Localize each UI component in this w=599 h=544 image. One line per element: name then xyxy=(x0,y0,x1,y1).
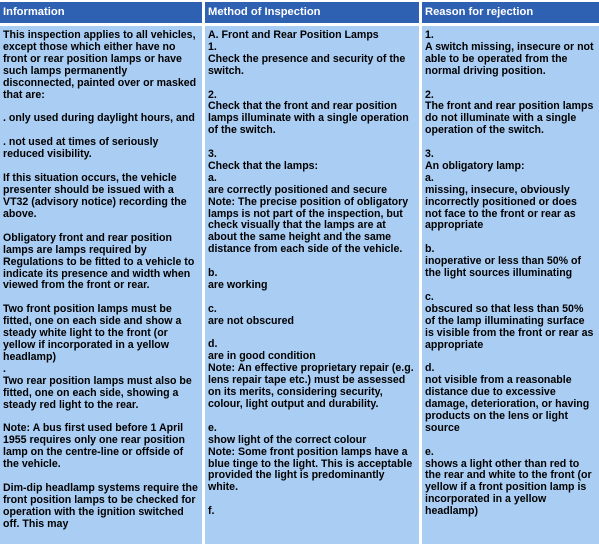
info-paragraph: If this situation occurs, the vehicle presenter should be issued with a VT32 (advisory notice) recording the above. xyxy=(3,172,187,220)
method-step-text: Check the presence and security of the switch. xyxy=(208,52,406,77)
header-information: Information xyxy=(0,2,202,23)
method-sub-text: are correctly positioned and secure xyxy=(208,183,387,196)
reason-step-text: An obligatory lamp: xyxy=(425,159,525,172)
reason-sub-label: d. xyxy=(425,362,435,375)
reason-sub-text: missing, insecure, obviously incorrectly positioned or does not face to the front or rear as appropriate xyxy=(425,183,577,232)
info-paragraph: . not used at times of seriously reduced visibility. xyxy=(3,136,159,161)
info-paragraph: Obligatory front and rear position lamps are lamps required by Regulations to be fitted to a vehicle to indicate its presence and width when viewed from the front or rear. xyxy=(3,231,195,292)
reason-step-text: The front and rear position lamps do not illuminate with a single operation of the switch. xyxy=(425,100,594,137)
method-sub-text: are working xyxy=(208,278,268,291)
method-sub-label: b. xyxy=(208,267,218,280)
reason-sub-text: inoperative or less than 50% of the light sources illuminating xyxy=(425,255,582,280)
method-sub-text: are not obscured xyxy=(208,314,294,327)
reason-step-number: 3. xyxy=(425,148,434,161)
reason-sub-label: c. xyxy=(425,290,434,303)
method-cell xyxy=(205,26,419,544)
info-paragraph: . only used during daylight hours, and xyxy=(3,112,195,125)
method-sub-label: f. xyxy=(208,505,215,518)
info-note: Note: A bus first used before 1 April 1955 requires only one rear position lamp on the centre-line or offside of the vehicle. xyxy=(3,422,185,471)
method-sub-text: show light of the correct colour xyxy=(208,433,367,446)
method-step-number: 1. xyxy=(208,40,217,53)
header-method: Method of Inspection xyxy=(205,2,419,23)
method-sub-label: c. xyxy=(208,302,217,315)
reason-sub-text: not visible from a reasonable distance due to excessive damage, deterioration, or having products on the lens or light source xyxy=(425,374,590,434)
method-sub-label: d. xyxy=(208,338,218,351)
reason-step-number: 1. xyxy=(425,29,434,41)
reason-step-number: 2. xyxy=(425,88,434,101)
info-paragraph: Two front position lamps must be fitted, one on each side and show a steady white light to the front (or yellow if incorporated in a yellow headlamp) xyxy=(3,303,182,363)
method-step-text: Check that the lamps: xyxy=(208,159,319,172)
method-sub-label: a. xyxy=(208,171,217,184)
method-note: Note: Some front position lamps have a blue tinge to the light. This is acceptable provided the light is predominantly white. xyxy=(208,445,413,494)
info-paragraph: This inspection applies to all vehicles, except those which either have no front or rear position lamps or have such lamps permanently disconnected, painted over or masked that are: xyxy=(3,29,197,101)
reason-sub-text: shows a light other than red to the rear and white to the front (or yellow if a front position lamp is incorporated in a yellow headlamp) xyxy=(425,457,592,518)
reason-sub-label: e. xyxy=(425,445,434,458)
info-dot: . xyxy=(3,362,6,375)
method-title: A. Front and Rear Position Lamps xyxy=(208,29,379,41)
reason-step-text: A switch missing, insecure or not able to be operated from the normal driving position. xyxy=(425,40,594,77)
method-note: Note: The precise position of obligatory lamps is not part of the inspection, but check visually that the lamps are at about the same height and the same distance from each side of the vehicle. xyxy=(208,195,409,256)
reason-cell xyxy=(422,26,599,544)
method-note: Note: An effective proprietary repair (e.g. lens repair tape etc.) must be assessed on its merits, considering security, colour, light output and durability. xyxy=(208,362,414,411)
header-reason: Reason for rejection xyxy=(422,2,599,23)
method-sub-text: are in good condition xyxy=(208,350,316,363)
method-step-number: 3. xyxy=(208,148,217,161)
method-sub-label: e. xyxy=(208,421,217,434)
method-step-text: Check that the front and rear position lamps illuminate with a single operation of the switch. xyxy=(208,100,409,137)
reason-sub-label: a. xyxy=(425,171,434,184)
reason-sub-label: b. xyxy=(425,243,435,256)
info-paragraph: Two rear position lamps must also be fitted, one on each side, showing a steady red light to the rear. xyxy=(3,374,192,411)
info-paragraph: Dim-dip headlamp systems require the front position lamps to be checked for operation with the ignition switched off. This may xyxy=(3,482,198,530)
information-cell xyxy=(0,26,202,544)
method-step-number: 2. xyxy=(208,88,217,101)
reason-sub-text: obscured so that less than 50% of the lamp illuminating surface is visible from the front or rear as appropriate xyxy=(425,302,594,351)
